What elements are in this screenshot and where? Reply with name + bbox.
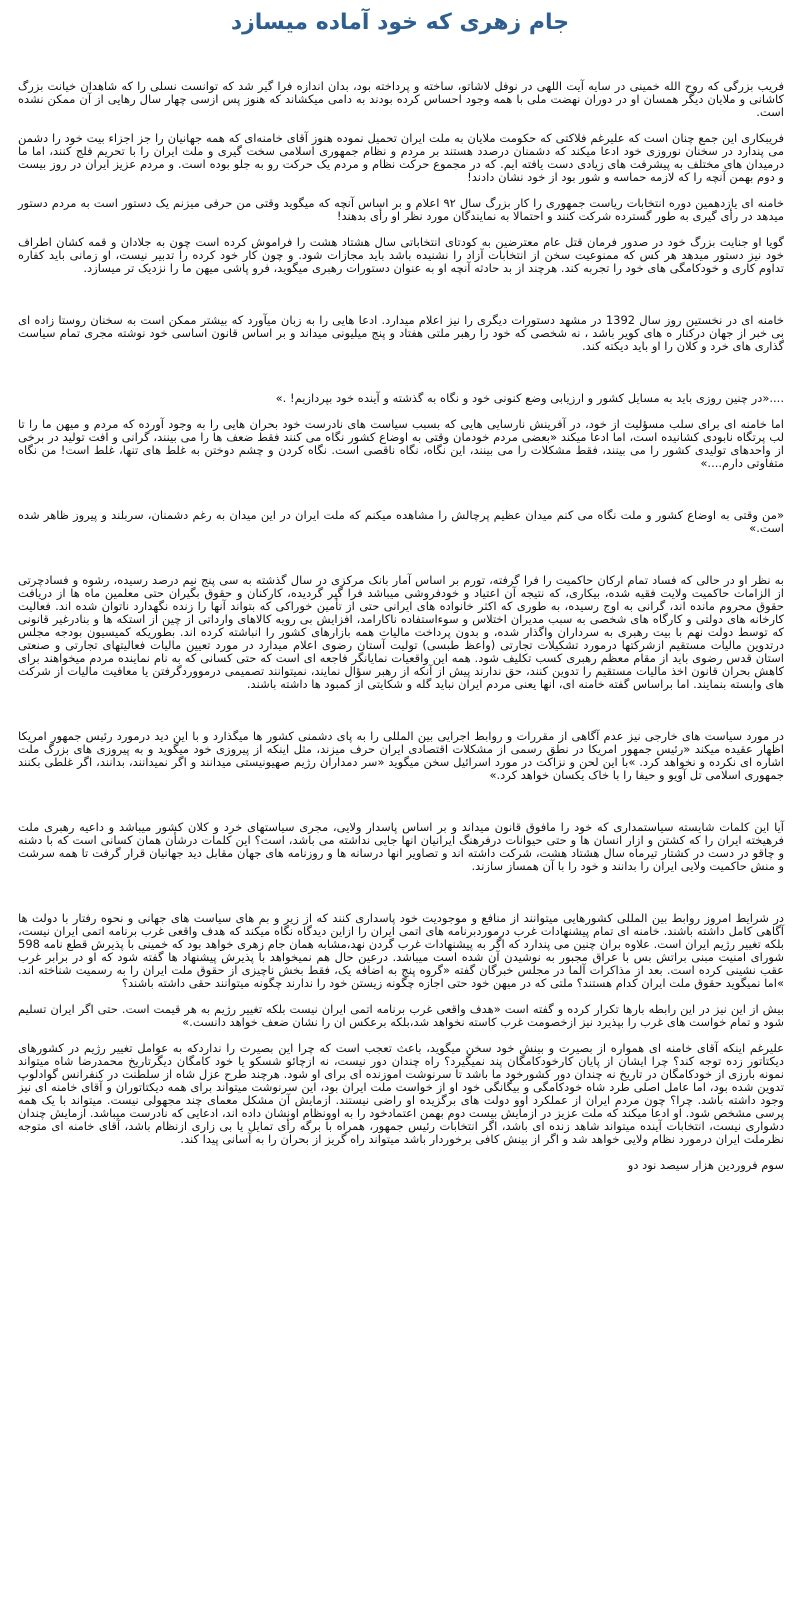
paragraph-10: در مورد سیاست های خارجی نیز عدم آگاهی از مقررات و روابط اجرایی بین المللی را به پای دشمنی کشور ها میگذارد و با این دید درمورد رئیس جمهور امریکا اظهار عقیده میکند «رئیس جمهور امریکا در نطق رسمی از مشکلات اقتصادی ایران حرف میزند، مثل اینکه از پیروزی خود میگوید و به پیروزی های بزرگ ملت اشاره ای نکرده و نخواهد کرد. »با این لحن و نزاکت در مورد اسرائیل سخن میگوید «سر دمداران رژیم صهیونیستی میدانند و اگر نمیدانند، بدانند، اگر غلطی بکنند جمهوری اسلامی تل آویو و حیفا را با خاک یکسان خواهد کرد.»: [18, 729, 784, 782]
page-title: جام زهری که خود آماده میسازد: [230, 10, 570, 35]
spacer: [18, 873, 784, 912]
paragraph-8-quote: «من وقتی به اوضاع کشور و ملت نگاه می کنم میدان عظیم پرچالش را مشاهده میکنم که ملت ایران در این میدان به رغم دشمنان، سربلند و پیروز ظاهر شده است.»: [18, 508, 784, 535]
paragraph-5: خامنه ای در نخستین روز سال 1392 در مشهد دستورات دیگری را نیز اعلام میدارد. ادعا هایی را به زبان میآورد که بیشتر ممکن است به سخنان روستا زاده ای بی خبر از جهان درکنار ه های کویر باشد ، نه شخصی که خود را رهبر ملتی هفتاد و پنج میلیونی میداند و بر اساس قانون اساسی خود نوشته مجری تمام سیاست گذاری های خرد و کلان را او باید دیکته کند.: [18, 313, 784, 353]
spacer: [18, 275, 784, 314]
paragraph-7: اما خامنه ای برای سلب مسؤلیت از خود، در آفرینش نارسایی هایی که بسبب سیاست های نادرست خود بحران هایی را به وجود آورده که مردم و میهن ما را تا لب پرتگاه نابودی کشانیده است، اما ادعا میکند «بعضی مردم خودمان وقتی به اوضاع کشور نگاه می کنند فقط ضعف ها را می بینند، گرانی و افت تولید در برخی از واحدهای تولیدی کشور را می بینند، فقط مشکلات را می بینند، این نگاه، نگاه ناقصی است. نگاه کردن و چشم دوختن به غلط های تنها، غلط است! من نگاه متفاوتی دارم....»: [18, 417, 784, 470]
paragraph-2: فریبکاری این جمع چنان است که علیرغم فلاکتی که حکومت ملایان به ملت ایران تحمیل نموده هنوز آقای خامنه‌ای که همه جهانیان را جز اجزاء بیت خود را دشمن می پندارد در سخنان نوروزی خود ادعا میکند که دشمنان درصدد هستند بر مردم و نظام جمهوری اسلامی سخت گیری و ملت ایران را با تحریم فلج کنند، اما ما درمیدان های مختلف به پیشرفت های زیادی دست یافته ایم. که در مجموع حرکت نظام و مردم یک حرکت رو به جلو بوده است. و مردم عزیز ایران در روز بیست و دوم بهمن آنچه را که لازمه حماسه و شور بود از خود نشان دادند!: [18, 131, 784, 184]
spacer: [18, 470, 784, 509]
spacer: [18, 691, 784, 730]
paragraph-14: علیرغم اینکه آقای خامنه ای همواره از بصیرت و بینش خود سخن میگوید، باعث تعجب است که چرا این بصیرت را نداردکه به عوامل تغییر رژیم در کشورهای دیکتاتور زده توجه کند؟ چرا ایشان از پایان کارخودکامگان پند نمیگیرد؟ راه چندان دور نیست، نه ازچائو شسکو یا خود کامگان دیگرتاریخ محمدرضا شاه میتواند نمونه بارزی از خودکامگان در تاریخ نه چندان دور کشورخود ما باشد تا سرنوشت اموزنده ای برای او شود. هرچند طرح عزل شاه از سلطنت در کنفرانس گوادلوپ تدوین شده بود، اما عامل اصلی طرد شاه خودکامگی و بیگانگی خود او از خواست ملت ایران بود، این سرنوشت میتواند برای همه دیکتاتوران و آقای خامنه ای نیز وجود داشته باشد. چرا؟ چون مردم ایران از عملکرد اوو دولت های برگزیده او راضی نیستند. ازمایش آن مشکل معمای چند مجهولی نیست. میتواند با یک همه پرسی مشخص شود. او ادعا میکند که ملت عزیز در ازمایش بیست دوم بهمن اعتمادخود را به اوونظام اونشان داده اند، ادعایی که نادرست میباشد. ازمایش چندان دشواری نیست، انتخابات آینده میتواند شاهد زنده ای باشد، اگر انتخابات رئیس جمهور، همراه با برگه رأی تمایل یا بی زاری ازنظام باشد، آقای خامنه ای متوجه نظرملت ایران درمورد نظام ولایی خواهد شد و اگر از بینش کافی برخوردار باشد میتواند راه گریز از بحران را به آسانی پیدا کند.: [18, 1041, 784, 1146]
paragraph-1: فریب بزرگی که روح الله خمینی در سایه آیت اللهی در نوفل لاشاتو، ساخته و پرداخته بود، بدان اندازه فرا گیر شد که توانست نسلی را که شاهدان خیانت بزرگ کاشانی و ملایان دیگر همسان او در دوران نهضت ملی با همه وجود احساس کرده بودند به دامی میکشاند که هنوز پس ازسی چهار سال رهایی از آن ممکن نشده است.: [18, 79, 784, 119]
spacer: [18, 353, 784, 392]
spacer: [18, 535, 784, 574]
paragraph-6-quote: ....«در چنین روزی باید به مسایل کشور و ارزیابی وضع کنونی خود و نگاه به گذشته و آینده خود بپردازیم! .»: [275, 391, 784, 405]
paragraph-12: در شرایط امروز روابط بین المللی کشورهایی میتوانند از منافع و موجودیت خود پاسداری کنند که از زیر و بم های سیاست های جهانی و نحوه رفتار با دولت ها آگاهی کامل داشته باشند. خامنه ای تمام پیشنهادات غرب درموردبرنامه های اتمی ایران را ازاین دیدگاه نگاه میکند که هدف واقعی غرب برنامه اتمی ایران نیست، بلکه تغییر رژیم ایران است. علاوه بران چنین می پندارد که اگر به پیشنهادات غرب گردن نهد،مشابه همان جام زهری خواهد بود که خمینی با پذیرش قطع نامه 598 شورای امنیت مبنی براتش بس با عراق مجبور به نوشیدن آن شده است میباشد. درعین حال هم نمیخواهد با پذیرش پیشنهاد ها گفته شود که او در برابر غرب عقب نشینی کرده است. بعد از مذاکرات آلما در مجلس خبرگان گفته «گروه پنج به اضافه یک، فقط بخش ناچیزی از حقوق ملت ایران را به رسمیت شناخته اند. »اما نمیگوید حقوق ملت ایران کدام هستند؟ ملتی که در میهن خود حتی اجازه چگونه زیستن خود را ندارند چگونه میتوانند حقی داشته باشند؟: [18, 911, 784, 990]
spacer: [18, 782, 784, 821]
spacer: [18, 38, 784, 80]
date-line: سوم فروردین هزار سیصد نود دو: [627, 1158, 784, 1172]
paragraph-4: گویا او جنایت بزرگ خود در صدور فرمان قتل عام معترضین به کودتای انتخاباتی سال هشتاد هشت را فراموش کرده است چون به جلادان و قمه کشان اطراف خود نیز دستور میدهد هر کس که ممنوعیت سخن از انتخابات آزاد را نشنیده باشد باید مجازات شود. و چون کار خود کرده را تدبیر نیست، او زمانی باید کفاره تداوم کاری و خودکامگی های خود را تجربه کند. هرچند از بد حادثه آنچه او به عنوان دستورات رهبری میگوید، فرو پاشی میهن ما را نزدیک تر میسازد.: [18, 235, 784, 275]
paragraph-3: خامنه ای یازدهمین دوره انتخابات ریاست جمهوری را کار بزرگ سال ۹۲ اعلام و بر اساس آنچه که میگوید وقتی من حرفی میزنم یک دستور است به مردم دستور میدهد در رأی گیری به طور گسترده شرکت کنند و احتمالا به نمایندگان مورد نظر او رأی بدهند!: [18, 196, 785, 223]
paragraph-11: آیا این کلمات شایسته سیاستمداری که خود را مافوق قانون میداند و بر اساس پاسدار ولایی، مجری سیاستهای خرد و کلان کشور میباشد و داعیه رهبری ملت فرهیخته ایران را که کشتن و ازار انسان ها و حتی حیوانات درفرهنگ ایرانیان انها جایی نداشته می باشد، است؟ این کلمات درشأن همان کسانی است که با دشنه و چاقو در دست در کشتار تیرماه سال هشتاد هشت، شرکت داشته اند و تصاویر انها درسانه ها و روزنامه های جهان مقابل دید جهانیان قرار گرفت تا همه سرشت و منش حاکمیت ولایی ایران را بدانند و خود را با آن همساز سازند.: [18, 820, 784, 873]
paragraph-9: به نظر او در حالی که فساد تمام ارکان حاکمیت را فرا گرفته، تورم بر اساس آمار بانک مرکزی در سال گذشته به سی پنج نیم درصد رسیده، رشوه و فسادچرتی از الزامات حاکمیت ولایت فقیه شده، بیکاری، که نتیجه آن اعتیاد و خودفروشی میباشد فرا گیر گردیده، کارکنان و حقوق بگیران حتی معلمین ماه ها از دریافت حقوق محروم مانده اند، گرانی به اوج رسیده، به طوری که اکثر خانواده های ایرانی حتی از تأمین خوراکی که بتواند آنها را زنده نگهدارد ناتوان شده اند. فعالیت کارخانه های دولتی و کارگاه های شخصی به سبب مدیران اختلاس و سوءاستفاده ناکارامد، افزایش بی رویه کالاهای وارداتی از چین از استکه ها و بنادرغیر قانونی که توسط دولت نهم با بیت رهبری به سرداران واگذار شده، و بدون پرداخت مالیات همه بازارهای کشور را انباشته کرده اند. بطوریکه کمیسیون بودجه مجلس درتدوین مالیات مستقیم ازشرکتها درمورد تشکیلات تجارتی (واعظ طبسی) تولیت آستان رضوی اعلام میدارد در مورد تعیین مالیات فعالیتهای تجارتی و صنعتی استان قدس رضوی باید از مقام معظم رهبری کسب تکلیف شود. همه این واقعیات نمایانگر فاجعه ای است که حتی کسانی که به نام نماینده مردم میخواهند برای کاهش بحران قانون اخذ مالیات مستقیم را تدوین کنند، حق ندارند پیش از آنکه از رهبر سؤال نمایند، نمیتوانند تصمیمی درمووردگرفتن یا معافیت مالیات از شرکت های وابسته بنمایند. اما براساس گفته خامنه ای، انها یعنی مردم ایران نباید گله و شکایتی از کمبود ها داشته باشند.: [18, 573, 784, 691]
paragraph-13: بیش از این نیز در این رابطه بارها تکرار کرده و گفته است «هدف واقعی غرب برنامه اتمی ایران نیست بلکه تغییر رژیم به هر قیمت است. حتی اگر ایران تسلیم شود و تمام خواست های غرب را بپذیرد نیز ازخصومت غرب کاسته نخواهد شد،بلکه برعکس ان را نشان ضعف خواهد دانست.»: [18, 1002, 784, 1029]
article-body: [0, 38, 800, 1172]
